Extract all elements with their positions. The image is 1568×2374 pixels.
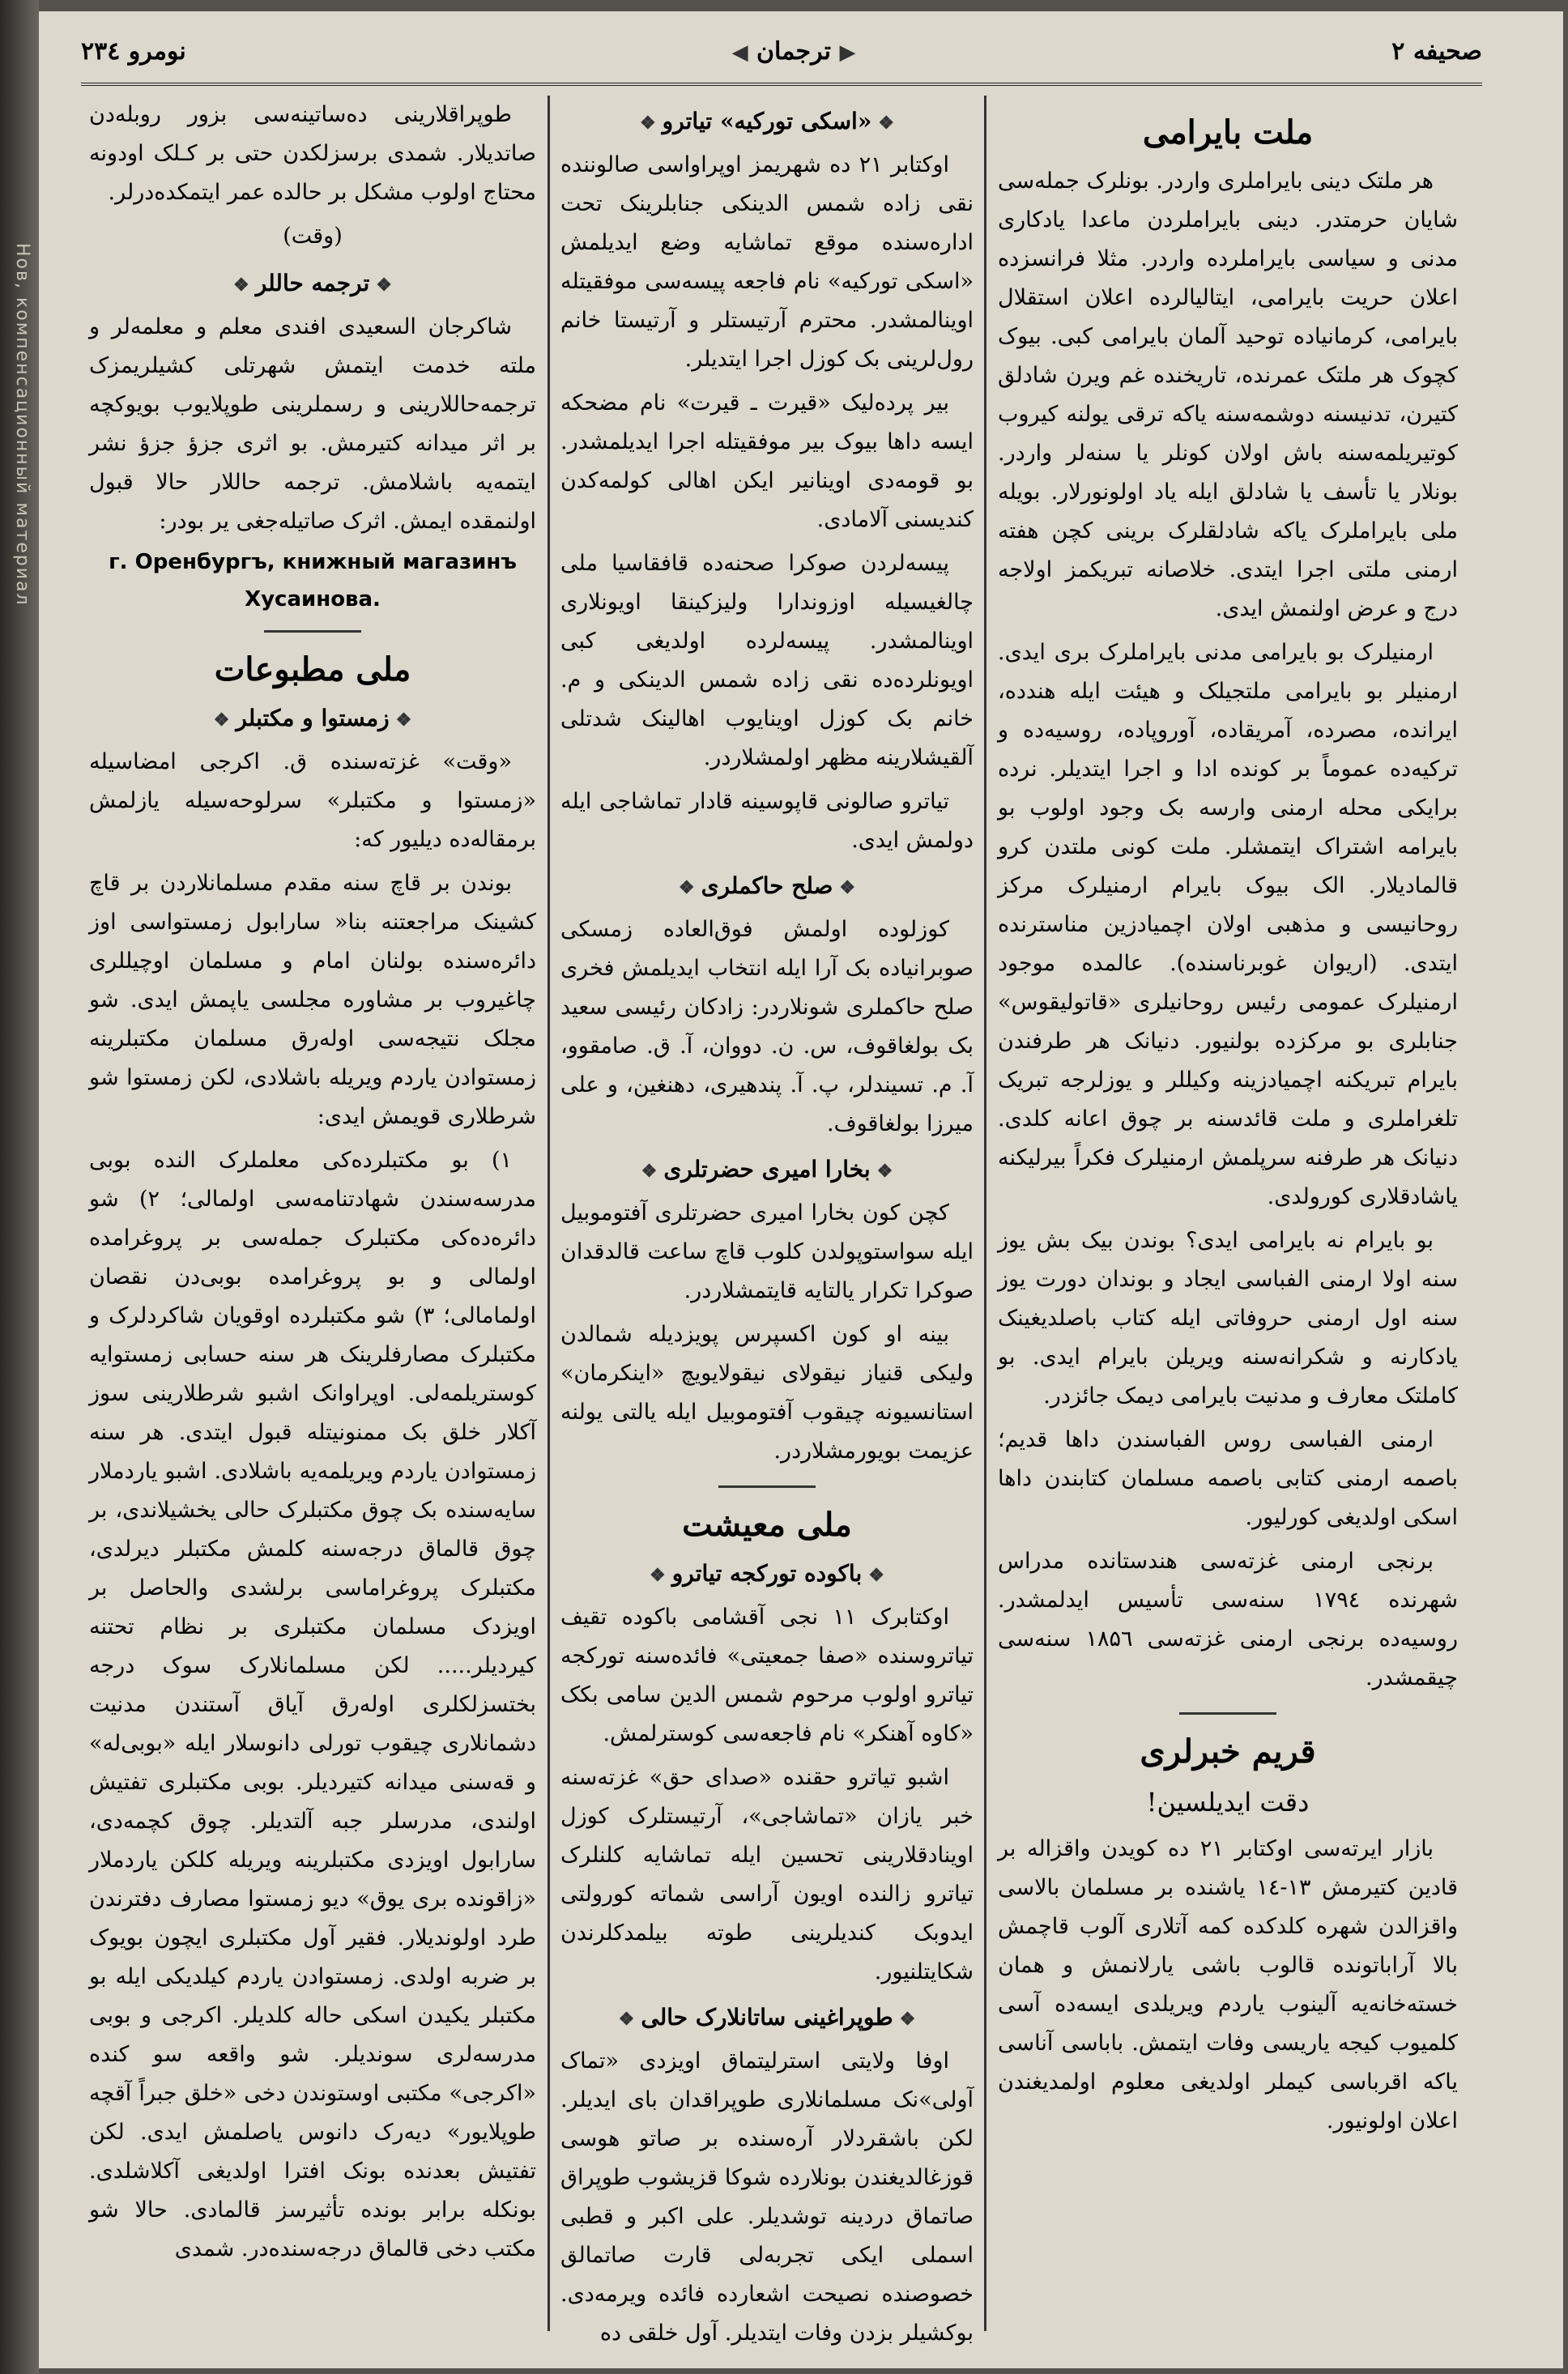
subheading-text: طوپراغینی ساتانلارک حالی bbox=[641, 2004, 893, 2031]
ornament-icon: ❖ bbox=[213, 710, 230, 731]
ornament-icon: ❖ bbox=[641, 1161, 658, 1182]
article-paragraph: برنجی ارمنی غزته‌سی هندستانده مدراس شهرنده ۱۷۹٤ سنه‌سی تأسیس ایدلمشدر. روسیه‌ده برنجی ارمنی غزته‌سی ۱۸۵٦ سنه‌سی چیقمشدر. bbox=[998, 1549, 1458, 1690]
column-right bbox=[998, 96, 1458, 2331]
ornament-icon: ❖ bbox=[376, 275, 393, 296]
article-paragraph: اشبو تیاترو حقنده «صدای حق» غزته‌سنه خبر یازان «تماشاجی»، آرتیستلرک کوزل اوینادقلارینی تحسین ایله تماشایه کلنلرک تیاترو زالنده اویون آراسی شماته کورولتی ایدوبک کندیلرینی طوته بیلمدکلرندن شکایتلنیور. bbox=[560, 1765, 974, 1984]
ornament-icon: ❖ bbox=[876, 1161, 893, 1182]
subheading-land-sellers bbox=[560, 1998, 974, 2039]
article-paragraph: ارمنیلرک بو بایرامی مدنی بایراملرک بری ایدی. ارمنیلر بو بایرامی ملتجیلک و هیئت ایله هندده، ایرانده، مصرده، آمریقاده، آوروپاده، روسیه‌ده و ترکیه‌ده عموماً بر کونده ادا و اجرا ایتدیلر. نرده برایکی محله ارمنی وارسه بک وجود اولوب بو بایرامه اشتراک ایتمشلر. ملت کونی ملتدن کرو قالمادیلار. الک بیوک بایرام ارمنیلرک مرکز روحانیسی و مذهبی اولان اچمیادزین مناسترنده ایتدی. (اریوان غوبرناسنده). عالمده موجود ارمنیلرک عمومی رئیس روحانیلری «قاتولیقوس» جنابلری بو مرکزده بولنیور. دنیانک هر طرفندن بایرام تبریکنه اچمیادزینه وکیللر و یوزلرجه تبریک تلغراملری و ملت قائدسنه بر چوق اعانه کلدی. دنیانک هر طرفنه سرپلمش ارمنیلرک فکراً بیرلیکنه یاشادقلاری کورولدی. bbox=[998, 640, 1458, 1209]
section-heading-national-press: ملی مطبوعات bbox=[214, 650, 411, 688]
ornament-icon: ❖ bbox=[878, 113, 895, 134]
page-spine bbox=[0, 0, 39, 2374]
article-paragraph: بیر پرده‌لیک «قیرت ـ قیرت» نام مضحکه ایسه داها بیوک بیر موفقیتله اجرا ایدیلمشدر. بو قومه‌دی اوینانیر ایکن اهالی کولمه‌کدن کندیسنی آلامادی. bbox=[560, 390, 974, 532]
article-paragraph: کچن کون بخارا امیری حضرتلری آفتوموبیل ایله سواستوپولدن کلوب قاچ ساعت قالدقدان صوکرا تکرار یالتایه قایتمشلاردر. bbox=[560, 1200, 974, 1303]
article-paragraph: بو بایرام نه بایرامی ایدی؟ بوندن بیک بش یوز سنه اولا ارمنی الفباسی ایجاد و بوندان دورت یوز سنه اول ارمنی حروفاتی ایله کتاب باصلدیغینک یادکارنه و شکرانه‌سنه ویریلن بایرام ایدی. بو کاملتک معارف و مدنیت بایرامی دیمک جائزدر. bbox=[998, 1228, 1458, 1409]
subheading-text: بخارا امیری حضرتلری bbox=[663, 1156, 871, 1183]
spine-stamp-text: Нов, компенсационный материал bbox=[12, 243, 32, 607]
ornament-right-icon: ▶ bbox=[839, 40, 856, 65]
russian-address-line: Хусаинова. bbox=[245, 587, 381, 612]
article-paragraph: بوندن بر قاچ سنه مقدم مسلمانلاردن بر قاچ کشینک مراجعتنه بنا« سارابول زمستواسی اوز دائره‌سنده بولنان امام و مسلمان اوچیللری چاغیروب بر مشاوره مجلسی یاپمش ایدی. شو مجلک نتیجه‌سی اوله‌رق مسلمان مکتبلرینه زمستوادن یاردم ویریله باشلادی، لکن زمستوا شو شرطلاری قویمش ایدی: bbox=[89, 871, 536, 1129]
article-paragraph: ۱) بو مکتبلرده‌کی معلملرک النده بوبی مدرسه‌سندن شهادتنامه‌سی اولمالی؛ ۲) شو دائره‌ده‌کی مکتبلرک جمله‌سی بر پروغرامده اولمالی و بو پروغرامده بوبی‌دن نقصان اولمامالی؛ ۳) شو مکتبلرده اوقویان شاکردلرک و مکتبلرک مصارفلرینک هر سنه حسابی زمستوایه کوستریلمه‌لی. اوپراوانک اشبو شرطلارینی سوز آکلار خلق بک ممنونیتله قبول ایتدی. هر سنه زمستوادن یاردم ویریلمه‌یه باشلادی. اشبو یاردملار سایه‌سنده بک چوق مکتبلرک حالی یخشیلاندی، بر چوق قالماق درجه‌سنه کلمش مکتبلر دیرلدی، مکتبلرک پروغراماسی برلشدی والحاصل بر اویزدک مسلمان مکتبلری بر نظام تحتنه کیردیلر..... لکن مسلمانلارک سوک درجه بختسزلکلری اوله‌رق آیاق آستندن مدنیت دشمانلاری چیقوب تورلی دانوسلار ایله «بوبی‌له» و قه‌سنی میدانه کتیردیلر. بوبی مکتبلری تفتیش اولندی، مدرسلر جبه آلتدیلر. چوق کچمه‌دی، سارابول اویزدی مکتبلرینه ویریله کلکن یاردملار «زاقونده بری یوق» دیو زمستوا مصارف دفترندن طرد اولوندیلار. فقیر آول مکتبلری ایچون بویوک بر ضربه اولدی. زمستوادن یاردم کیلدیکی ایله بو مکتبلر یکیدن اسکی حاله کلدیلر. اکرجی و بوبی مدرسه‌لری سوندیلر. شو واقعه سو کنده «اکرجی» مکتبی اوستوندن دخی «خلق جبراً آقچه طوپلایور» دیه‌رک دانوس یاصلمش ایدی. لکن تفتیش بعدنده بونک افترا اولدیغی آکلاشلدی. بونکله برابر بونده تأثیرسز قالمادی. حالا شو مکتب دخی قالماق درجه‌سنده‌در. شمدی bbox=[89, 1148, 537, 2261]
article-paragraph: شاکرجان السعیدی افندی معلم و معلمه‌لر و ملته خدمت ایتمش شهرتلی کشیلریمزک ترجمه‌حاللارینی و رسملرینی طوپلایوب بویوکچه بر اثر میدانه کتیرمش. بو اثری جزؤ جزؤ نشر ایتمه‌یه باشلامش. ترجمه حاللار حالا قبول اولنمقده ایمش. اثرک صاتیله‌جغی یر بودر: bbox=[89, 314, 536, 534]
subheading-text: باکوده تورکجه تیاترو bbox=[671, 1560, 863, 1587]
ornament-icon: ❖ bbox=[899, 2009, 916, 2030]
article-paragraph: اوفا ولایتی استرلیتماق اویزدی «تماک آولی»نک مسلمانلاری طوپراقدان بای ایدیلر. لکن باشقردلار آره‌سنده بر صاتو هوسی قوزغالدیغندن بونلارده شوکا قزیشوب طوپراق صاتماق دردینه توشدیلر. علی اکبر و قطبی اسملی ایکی تجربه‌لی قارت صاتمالق خصوصنده نصیحت اشعارده فائده ویرمه‌دی. بوکشیلر بزدن وفات ایتدیلر. آول خلقی ده bbox=[560, 2048, 974, 2346]
ornament-icon: ❖ bbox=[650, 1565, 666, 1586]
column-middle bbox=[560, 96, 974, 2346]
ornament-icon: ❖ bbox=[232, 275, 249, 296]
subheading-emir-of-bukhara bbox=[560, 1150, 974, 1191]
article-paragraph: تیاترو صالونی قاپوسینه قادار تماشاجی ایله دولمش ایدی. bbox=[560, 789, 974, 853]
subheading-baku-theatre bbox=[560, 1554, 974, 1595]
column-divider-right bbox=[984, 96, 986, 2331]
source-signature: (وقت) bbox=[283, 224, 343, 249]
newspaper-title-text: ترجمان bbox=[756, 37, 831, 66]
section-heading-national-life: ملی معیشت bbox=[682, 1506, 852, 1544]
page-number: صحیفه ۲ bbox=[1391, 37, 1482, 66]
newspaper-title bbox=[697, 37, 891, 66]
ornament-icon: ❖ bbox=[839, 877, 856, 898]
article-paragraph: کوزلوده اولمش فوق‌العاده زمسکی صوبرانیاده بک آرا ایله انتخاب ایدیلمش فخری صلح حاکملری شونلاردر: زادکان رئیسی سعید بک بولغاقوف، س. ن. دووان، آ. ق. صامقوو، آ. م. تسیندلر، پ. آ. پندهیری، دهنغین، و علی میرزا بولغاقوف. bbox=[560, 917, 974, 1136]
ornament-icon: ❖ bbox=[639, 113, 656, 134]
subheading-attention: دقت ایدیلسین! bbox=[1146, 1787, 1310, 1818]
article-paragraph: پیسه‌لردن صوکرا صحنه‌ده قافقاسیا ملی چالغیسیله اوزوندارا ولیزکینقا اویونلاری اوینالمشدر. پیسه‌لرده اولدیغی کبی اویونلرده‌ده نقی زاده شمس الدینکی و م. خانم بک کوزل اوینایوب اهالینک شدتلی آلقیشلارینه مظهر اولمشلاردر. bbox=[560, 551, 974, 770]
column-divider-left bbox=[548, 96, 550, 2331]
masthead bbox=[81, 29, 1482, 86]
russian-address-line: г. Оренбургъ, книжный магазинъ bbox=[109, 550, 517, 574]
article-paragraph: بینه او کون اکسپرس پویزدیله شمالدن ولیکی قنیاز نیقولای نیقولایویچ «اینکرمان» استانسیونه چیقوب آفتوموبیل ایله یالتی یولنه عزیمت بویورمشلاردر. bbox=[560, 1322, 974, 1464]
issue-number: نومرو ۲۳٤ bbox=[81, 37, 186, 66]
ornament-icon: ❖ bbox=[618, 2009, 635, 2030]
subheading-zemstvo-schools bbox=[89, 699, 536, 739]
article-paragraph: اوکتابر ۲۱ ده شهریمز اوپراواسی صالوننده نقی زاده شمس الدینکی جنابلرینک تحت اداره‌سنده موقع تماشایه وضع ایدیلمش «اسکی تورکیه» نام فاجعه پیسه‌سی موفقیتله اوینالمشدر. محترم آرتیستلر و آرتیستا خانم رول‌لرینی بک کوزل اجرا ایتدیلر. bbox=[560, 152, 974, 372]
column-left bbox=[89, 96, 536, 2331]
subheading-text: «اسکی تورکیه» تیاترو bbox=[662, 108, 872, 134]
ornament-icon: ❖ bbox=[395, 710, 412, 731]
subheading-peace-judges bbox=[560, 867, 974, 907]
subheading-text: زمستوا و مکتبلر bbox=[236, 705, 390, 731]
article-paragraph: اوکتابرک ۱۱ نجی آقشامی باکوده تقیف تیاتروسنده «صفا جمعیتی» فائده‌سنه تورکجه تیاترو اولوب مرحوم شمس الدین سامی بکک «کاوه آهنکر» نام فاجعه‌سی کوسترلمش. bbox=[560, 1605, 974, 1746]
article-paragraph: «وقت» غزته‌سنده ق. اکرجی امضاسیله «زمستوا و مکتبلر» سرلوحه‌سیله یازلمش برمقاله‌ده دیلیور که: bbox=[89, 749, 536, 852]
section-divider bbox=[1179, 1712, 1276, 1715]
ornament-icon: ❖ bbox=[868, 1565, 884, 1586]
article-paragraph: ارمنی الفباسی روس الفباسندن داها قدیم؛ باصمه ارمنی کتابی باصمه مسلمان کتابندن داها اسکی اولدیغی کورلیور. bbox=[998, 1427, 1458, 1530]
subheading-text: صلح حاکملری bbox=[701, 872, 833, 899]
subheading-text: ترجمه حاللر bbox=[255, 270, 370, 296]
section-divider bbox=[264, 630, 361, 633]
article-paragraph: بازار ایرته‌سی اوکتابر ۲۱ ده کویدن واقزاله بر قادین کتیرمش ۱۳-۱٤ یاشنده بر مسلمان بالاسی واقزالدن شهره کلدکده کمه آتلاری آلوب قاچمش بالا آراباتونده قالوب باشی یارلانمش و همان خسته‌خانه‌یه آلینوب یاردم ویریلدی ایسه‌ده آسی کلمیوب کیجه یاریسی وفات ایتمش. باباسی آناسی یاکه اقرباسی کیملر اولدیغی معلوم اولمدیغندن اعلان اولونیور. bbox=[998, 1836, 1458, 2133]
article-paragraph: طوپراقلارینی ده‌ساتینه‌سی بزور روبله‌دن صاتدیلار. شمدی برسزلکدن حتی بر کـلک اودونه محتاج اولوب مشکل بر حالده عمر ایتمکده‌درلر. bbox=[89, 102, 536, 205]
section-heading-millet-bayrami: ملت بایرامی bbox=[1142, 113, 1314, 151]
ornament-left-icon: ◀ bbox=[731, 40, 748, 65]
section-divider bbox=[718, 1485, 816, 1488]
masthead-rule bbox=[81, 83, 1482, 86]
article-paragraph: هر ملتک دینی بایراملری واردر. بونلرک جمله‌سی شایان حرمتدر. دینی بایراملردن ماعدا یادکاری مدنی و سیاسی بایراملرده واردر. مثلا فرانسزده اعلان حریت بایرامی، ایتالیالرده اعلان استقلال بایرامی، کرمانیاده توحید آلمان بایرامی کبی. بیوک کچوک هر ملتک عمرنده، تاریخنده غم ویرن شادلق کتیرن، تدنیسنه دوشمه‌سنه یاکه ترقی یولنه کیروب کوتیریلمه‌سنه باش اولان کونلر یا سنه‌لر واردر. بونلار یا تأسف یا شادلق ایله یاد اولونورلار. بویله ملی بایراملرک یاکه شادلقلرک برینی کچن هفته ارمنی ملتی اجرا ایتدی. خلاصانه تبریکمز اولاجه درج و عرض اولنمش ایدی. bbox=[998, 168, 1458, 621]
subheading-old-turkey-theatre bbox=[560, 102, 974, 143]
section-heading-crimea-news: قریم خبرلری bbox=[1140, 1733, 1316, 1771]
subheading-biographies bbox=[89, 264, 536, 305]
ornament-icon: ❖ bbox=[678, 877, 695, 898]
